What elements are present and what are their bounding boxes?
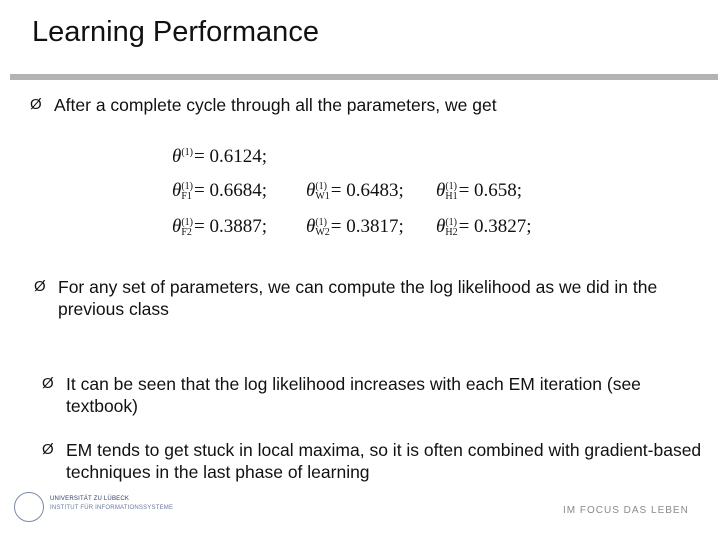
bullet-1 [30, 94, 690, 116]
footer-slogan: IM FOCUS DAS LEBEN [563, 505, 689, 516]
university-logo [14, 492, 174, 526]
equation-theta-h1: θ (1) H1 = 0.658; [436, 180, 523, 202]
university-name: UNIVERSITÄT ZU LÜBECK [50, 496, 130, 502]
equation-theta-h2: θ (1) H2 = 0.3827; [436, 216, 532, 238]
bullet-4 [42, 439, 702, 483]
bullet-4-text: EM tends to get stuck in local maxima, so it is often combined with gradient-based techniques in the last phase of learning [66, 440, 702, 482]
institute-name: INSTITUT FÜR INFORMATIONSSYSTEME [50, 505, 174, 511]
bullet-arrow-icon: Ø [34, 278, 46, 295]
slide-title: Learning Performance [32, 16, 319, 48]
equation-theta-f1: θ (1) F1 = 0.6684; [172, 180, 268, 202]
equation-theta-f2: θ (1) F2 = 0.3887; [172, 216, 268, 238]
bullet-3-text: It can be seen that the log likelihood increases with each EM iteration (see textbook) [66, 374, 641, 416]
university-seal-icon [14, 492, 44, 522]
title-divider [10, 74, 718, 80]
bullet-arrow-icon: Ø [30, 96, 42, 113]
bullet-2 [34, 276, 694, 320]
equation-theta-w1: θ (1) W1 = 0.6483; [306, 180, 404, 202]
equation-theta: θ (1) = 0.6124; [172, 146, 268, 167]
bullet-2-text: For any set of parameters, we can compute the log likelihood as we did in the previous class [58, 277, 658, 319]
bullet-1-text: After a complete cycle through all the parameters, we get [54, 95, 497, 115]
bullet-arrow-icon: Ø [42, 375, 54, 392]
bullet-3 [42, 373, 712, 417]
equation-theta-w2: θ (1) W2 = 0.3817; [306, 216, 404, 238]
bullet-arrow-icon: Ø [42, 441, 54, 458]
